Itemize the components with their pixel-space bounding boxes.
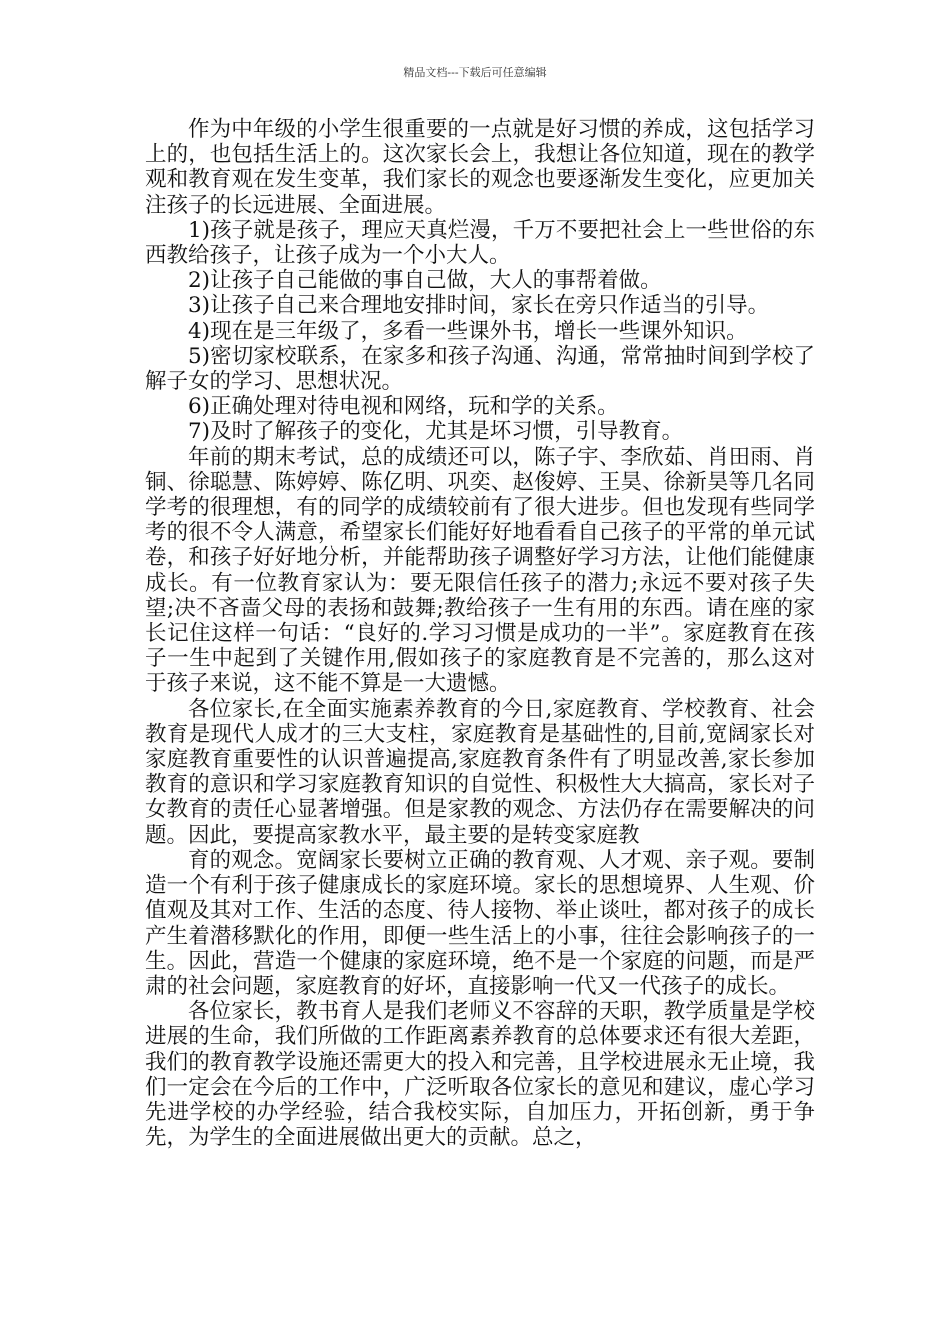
paragraph-point-7: 7)及时了解孩子的变化，尤其是坏习惯，引导教育。: [188, 419, 684, 445]
paragraph-education-concept: 育的观念。宽阔家长要树立正确的教育观、人才观、亲子观。要制造一个有利于孩子健康成长的家庭环境。家长的思想境界、人生观、价值观及其对工作、生活的态度、待人接物、举止谈吐，都对孩子的成长产生着潜移默化的作用，即便一些生活上的小事，往往会影响孩子的一生。因此，营造一个健康的家庭环境，绝不是一个家庭的问题，而是严肃的社会问题，家庭教育的好坏，直接影响一代又一代孩子的成长。: [145, 847, 815, 999]
paragraph-point-5: 5)密切家校联系，在家多和孩子沟通、沟通，常常抽时间到学校了解子女的学习、思想状况。: [145, 343, 815, 395]
paragraph-point-4: 4)现在是三年级了，多看一些课外书，增长一些课外知识。: [188, 318, 748, 344]
paragraph-point-2: 2)让孩子自己能做的事自己做，大人的事帮着做。: [188, 268, 662, 294]
paragraph-exam-results: 年前的期末考试，总的成绩还可以，陈子宇、李欣茹、肖田雨、肖铜、徐聪慧、陈婷婷、陈亿明、巩奕、赵俊婷、王昊、徐新昊等几名同学考的很理想，有的同学的成绩较前有了很大进步。但也发现有些同学考的很不令人满意，希望家长们能好好地看看自己孩子的平常的单元试卷，和孩子好好地分析，并能帮助孩子调整好学习方法，让他们能健康成长。有一位教育家认为：要无限信任孩子的潜力;永远不要对孩子失望;决不吝啬父母的表扬和鼓舞;教给孩子一生有用的东西。请在座的家长记住这样一句话：“良好的.学习习惯是成功的一半”。家庭教育在孩子一生中起到了关键作用,假如孩子的家庭教育是不完善的，那么这对于孩子来说，这不能不算是一大遗憾。: [145, 444, 815, 697]
paragraph-school-commitment: 各位家长，教书育人是我们老师义不容辞的天职，教学质量是学校进展的生命，我们所做的工作距离素养教育的总体要求还有很大差距，我们的教育教学设施还需更大的投入和完善，且学校进展永无止境，我们一定会在今后的工作中，广泛听取各位家长的意见和建议，虚心学习先进学校的办学经验，结合我校实际，自加压力，开拓创新，勇于争先，为学生的全面进展做出更大的贡献。总之，: [145, 999, 815, 1151]
paragraph-point-1: 1)孩子就是孩子，理应天真烂漫，千万不要把社会上一些世俗的东西教给孩子，让孩子成为一个小大人。: [145, 217, 815, 269]
page-header: 精品文档---下载后可任意编辑: [403, 66, 547, 79]
paragraph-point-3: 3)让孩子自己来合理地安排时间，家长在旁只作适当的引导。: [188, 293, 770, 319]
document-body: [145, 117, 815, 1150]
paragraph-intro: 作为中年级的小学生很重要的一点就是好习惯的养成，这包括学习上的，也包括生活上的。这次家长会上，我想让各位知道，现在的教学观和教育观在发生变革，我们家长的观念也要逐渐发生变化，应更加关注孩子的长远进展、全面进展。: [145, 117, 815, 218]
paragraph-point-6: 6)正确处理对待电视和网络，玩和学的关系。: [188, 394, 619, 420]
paragraph-family-education: 各位家长,在全面实施素养教育的今日,家庭教育、学校教育、社会教育是现代人成才的三大支柱，家庭教育是基础性的,目前,宽阔家长对家庭教育重要性的认识普遍提高,家庭教育条件有了明显改善,家长参加教育的意识和学习家庭教育知识的自觉性、积极性大大搞高，家长对子女教育的责任心显著增强。但是家教的观念、方法仍存在需要解决的问题。因此，要提高家教水平，最主要的是转变家庭教: [145, 696, 815, 848]
